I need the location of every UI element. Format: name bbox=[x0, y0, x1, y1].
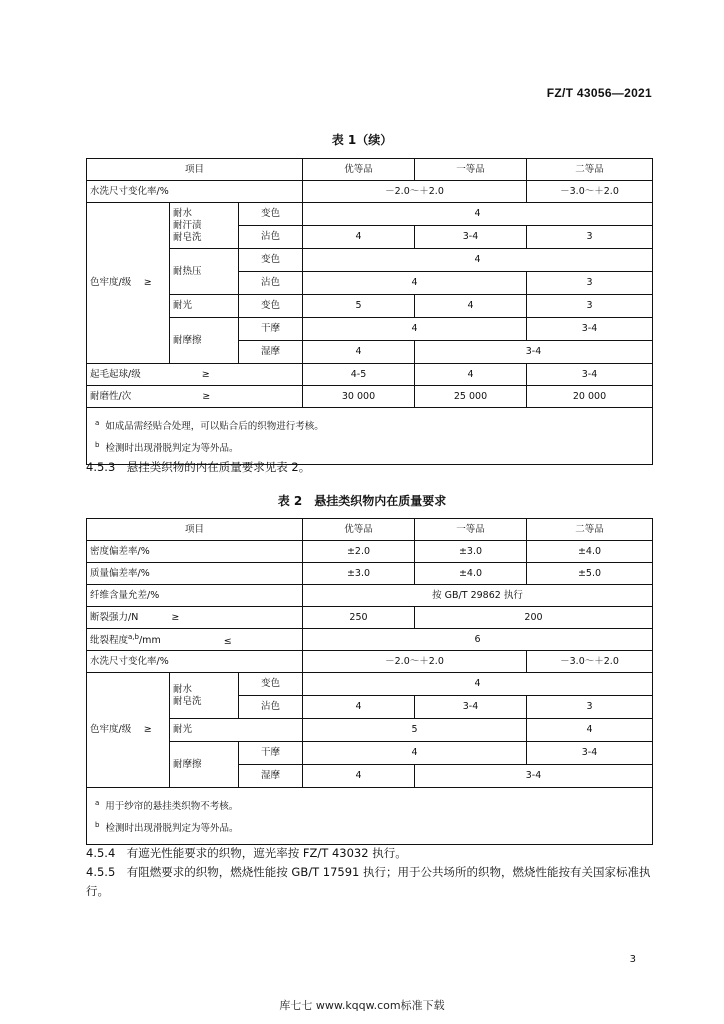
cell-value: 30 000 bbox=[303, 386, 415, 408]
row-label-mass: 质量偏差率/% bbox=[87, 563, 303, 585]
page-number: 3 bbox=[629, 954, 636, 965]
table1-notes bbox=[87, 408, 653, 465]
table1 bbox=[86, 158, 653, 465]
cell-value: 6 bbox=[303, 629, 653, 651]
cell-value: 3-4 bbox=[527, 364, 653, 386]
cell-value: 5 bbox=[303, 719, 527, 742]
cell-value: 4 bbox=[303, 226, 415, 249]
cell-change: 变色 bbox=[239, 673, 303, 696]
cell-value: ±3.0 bbox=[303, 563, 415, 585]
subgroup-heat-press: 耐热压 bbox=[170, 249, 239, 295]
table-row bbox=[87, 651, 653, 673]
cell-wet: 湿摩 bbox=[239, 765, 303, 788]
cell-value: ±4.0 bbox=[527, 541, 653, 563]
cell-dry: 干摩 bbox=[239, 742, 303, 765]
footnote: $^a$ 如成品需经贴合处理，可以贴合后的织物进行考核。 bbox=[95, 419, 324, 433]
header-grade-superior: 优等品 bbox=[303, 159, 415, 181]
footnote: $^b$ 检测时出现滑脱判定为等外品。 bbox=[95, 441, 239, 455]
header-grade-first: 一等品 bbox=[415, 159, 527, 181]
cell-dry: 干摩 bbox=[239, 318, 303, 341]
table-row bbox=[87, 563, 653, 585]
table-row bbox=[87, 318, 653, 341]
cell-value: 3 bbox=[527, 295, 653, 318]
cell-value: 4 bbox=[527, 719, 653, 742]
cell-value: 3 bbox=[527, 226, 653, 249]
table-row bbox=[87, 203, 653, 226]
subgroup-rubbing: 耐摩擦 bbox=[170, 318, 239, 364]
table-row bbox=[87, 607, 653, 629]
cell-value: －2.0～＋2.0 bbox=[303, 651, 527, 673]
table1-caption: 表 1（续） bbox=[331, 133, 393, 147]
subgroup-water: 耐水 耐皂洗 bbox=[170, 673, 239, 719]
footnote: $^a$ 用于纱帘的悬挂类织物不考核。 bbox=[95, 799, 239, 813]
table2-caption: 表 2 悬挂类织物内在质量要求 bbox=[277, 494, 447, 508]
table-row bbox=[87, 364, 653, 386]
strength-label: 断裂强力/N bbox=[90, 611, 139, 623]
cell-value: ±2.0 bbox=[303, 541, 415, 563]
table-row bbox=[87, 742, 653, 765]
cell-value: 4 bbox=[415, 295, 527, 318]
cell-value: －2.0～＋2.0 bbox=[303, 181, 527, 203]
subgroup-light: 耐光 bbox=[170, 719, 303, 742]
subgroup-water: 耐水 耐汗渍 耐皂洗 bbox=[170, 203, 239, 249]
cell-value: －3.0～＋2.0 bbox=[527, 651, 653, 673]
table-header-row bbox=[87, 519, 653, 541]
row-label-strength bbox=[87, 607, 303, 629]
cell-stain: 沾色 bbox=[239, 696, 303, 719]
cell-stain: 沾色 bbox=[239, 226, 303, 249]
table-row bbox=[87, 673, 653, 696]
cell-value: ±5.0 bbox=[527, 563, 653, 585]
table-row bbox=[87, 585, 653, 607]
header-item: 项目 bbox=[87, 519, 303, 541]
row-label-colorfastness: 色牢度/级 ≥ bbox=[87, 673, 170, 788]
cell-value: －3.0～＋2.0 bbox=[527, 181, 653, 203]
cell-value: 250 bbox=[303, 607, 415, 629]
cell-value: 4 bbox=[303, 742, 527, 765]
footer-watermark-text: 库七七 www.kqqw.com标准下载 bbox=[279, 999, 445, 1012]
table-row bbox=[87, 181, 653, 203]
pilling-label: 起毛起球/级 bbox=[90, 368, 141, 380]
row-label-wash: 水洗尺寸变化率/% bbox=[87, 181, 303, 203]
cell-value: 3-4 bbox=[527, 742, 653, 765]
cell-value: 3-4 bbox=[527, 318, 653, 341]
strength-sign: ≥ bbox=[171, 611, 180, 623]
table-row bbox=[87, 386, 653, 408]
cell-value: 4 bbox=[303, 203, 653, 226]
subgroup-rubbing: 耐摩擦 bbox=[170, 742, 239, 788]
cell-value: 5 bbox=[303, 295, 415, 318]
cell-stain: 沾色 bbox=[239, 272, 303, 295]
cell-value: 4 bbox=[303, 249, 653, 272]
cell-value: 3-4 bbox=[415, 696, 527, 719]
subgroup-light: 耐光 bbox=[170, 295, 239, 318]
cell-value: ±3.0 bbox=[415, 541, 527, 563]
table2 bbox=[86, 518, 653, 845]
cell-value: 4 bbox=[415, 364, 527, 386]
table2-notes bbox=[87, 788, 653, 845]
standard-code: FZ/T 43056—2021 bbox=[546, 86, 652, 100]
cell-value: 3-4 bbox=[415, 341, 653, 364]
cell-change: 变色 bbox=[239, 249, 303, 272]
cell-value: 4 bbox=[303, 318, 527, 341]
cell-change: 变色 bbox=[239, 203, 303, 226]
table-header-row bbox=[87, 159, 653, 181]
cell-value: 3-4 bbox=[415, 765, 653, 788]
seam-unit: /mm bbox=[138, 635, 161, 647]
row-label-seam-slippage bbox=[87, 629, 303, 651]
table-row bbox=[87, 719, 653, 742]
row-label-wash: 水洗尺寸变化率/% bbox=[87, 651, 303, 673]
abrasion-label: 耐磨性/次 bbox=[90, 390, 132, 402]
seam-label: 纰裂程度 bbox=[90, 635, 129, 647]
table-row bbox=[87, 249, 653, 272]
cell-value: ±4.0 bbox=[415, 563, 527, 585]
cell-value: 4 bbox=[303, 272, 527, 295]
seam-footnote-marks: a,b bbox=[128, 633, 139, 642]
header-grade-first: 一等品 bbox=[415, 519, 527, 541]
cell-value: 3 bbox=[527, 272, 653, 295]
row-label-pilling bbox=[87, 364, 303, 386]
cell-value: 按 GB/T 29862 执行 bbox=[303, 585, 653, 607]
footnote: $^b$ 检测时出现滑脱判定为等外品。 bbox=[95, 821, 239, 835]
cell-value: 4 bbox=[303, 673, 653, 696]
cell-wet: 湿摩 bbox=[239, 341, 303, 364]
table-row bbox=[87, 541, 653, 563]
table-row bbox=[87, 629, 653, 651]
clause-4-5-3: 4.5.3 悬挂类织物的内在质量要求见表 2。 bbox=[86, 460, 311, 474]
header-item: 项目 bbox=[87, 159, 303, 181]
row-label-colorfastness: 色牢度/级 ≥ bbox=[87, 203, 170, 364]
cell-value: 4 bbox=[303, 696, 415, 719]
cell-value: 3 bbox=[527, 696, 653, 719]
cell-value: 200 bbox=[415, 607, 653, 629]
cell-value: 4 bbox=[303, 341, 415, 364]
table-notes-row bbox=[87, 788, 653, 845]
header-grade-second: 二等品 bbox=[527, 519, 653, 541]
pilling-sign: ≥ bbox=[201, 368, 210, 380]
header-grade-second: 二等品 bbox=[527, 159, 653, 181]
cell-value: 3-4 bbox=[415, 226, 527, 249]
header-grade-superior: 优等品 bbox=[303, 519, 415, 541]
cell-change: 变色 bbox=[239, 295, 303, 318]
clause-4-5-5: 4.5.5 有阻燃要求的织物，燃烧性能按 GB/T 17591 执行；用于公共场所的织物，燃烧性能按有关国家标准执行。 bbox=[86, 865, 651, 898]
cell-value: 20 000 bbox=[527, 386, 653, 408]
cell-value: 4 bbox=[303, 765, 415, 788]
cell-value: 4-5 bbox=[303, 364, 415, 386]
abrasion-sign: ≥ bbox=[202, 390, 211, 402]
clause-4-5-4: 4.5.4 有遮光性能要求的织物，遮光率按 FZ/T 43032 执行。 bbox=[86, 846, 407, 860]
row-label-density: 密度偏差率/% bbox=[87, 541, 303, 563]
row-label-abrasion bbox=[87, 386, 303, 408]
row-label-fiber: 纤维含量允差/% bbox=[87, 585, 303, 607]
table-notes-row bbox=[87, 408, 653, 465]
table-row bbox=[87, 295, 653, 318]
seam-sign: ≤ bbox=[223, 635, 232, 647]
cell-value: 25 000 bbox=[415, 386, 527, 408]
